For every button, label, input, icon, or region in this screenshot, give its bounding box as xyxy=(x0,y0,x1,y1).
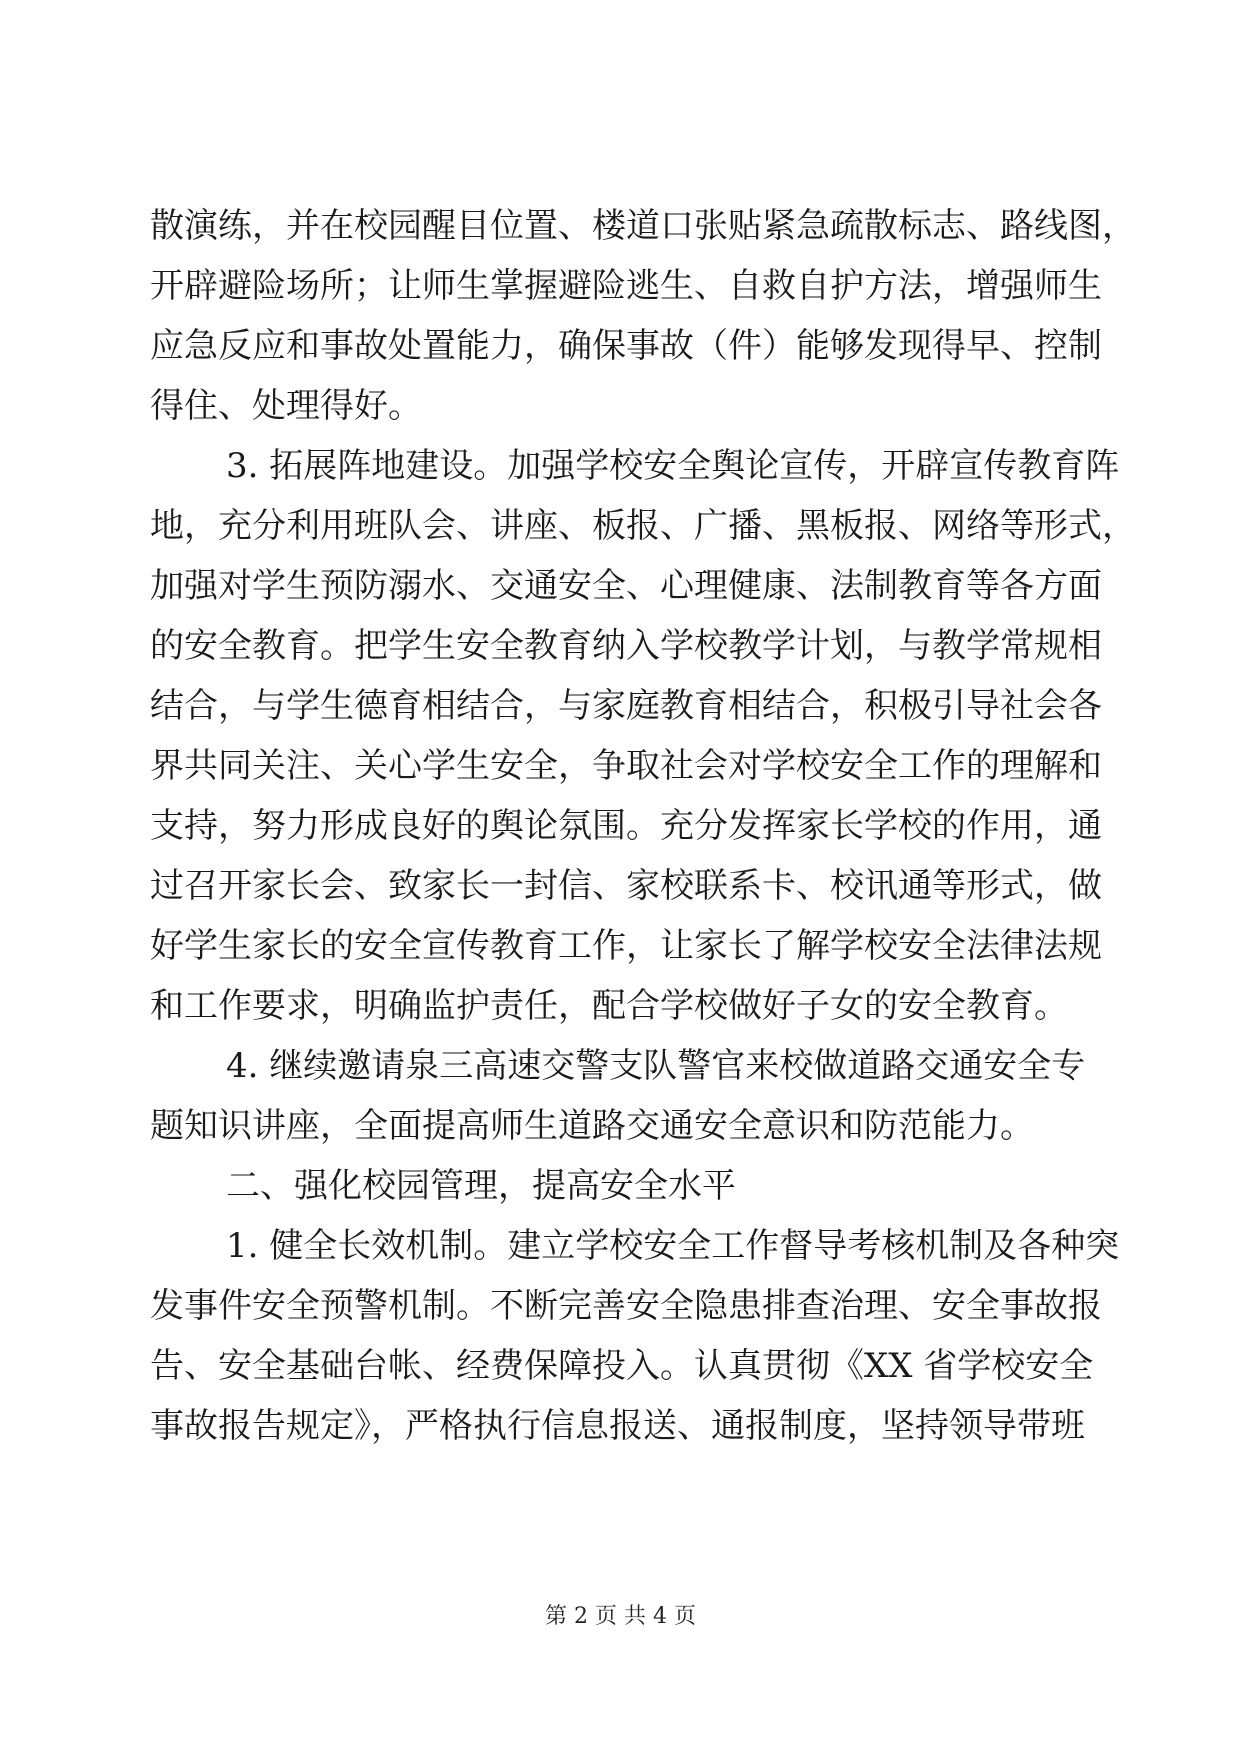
text-line: 1. 健全长效机制。建立学校安全工作督导考核机制及各种突 xyxy=(226,1226,1120,1266)
text-line: 应急反应和事故处置能力，确保事故（件）能够发现得早、控制 xyxy=(150,326,1102,366)
text-line: 支持，努力形成良好的舆论氛围。充分发挥家长学校的作用，通 xyxy=(150,806,1102,846)
text-line: 发事件安全预警机制。不断完善安全隐患排查治理、安全事故报 xyxy=(150,1286,1102,1326)
text-line: 题知识讲座，全面提高师生道路交通安全意识和防范能力。 xyxy=(150,1106,1034,1146)
text-line: 结合，与学生德育相结合，与家庭教育相结合，积极引导社会各 xyxy=(150,686,1102,726)
paragraph-item-1 xyxy=(150,1216,1120,1456)
text-line: 界共同关注、关心学生安全，争取社会对学校安全工作的理解和 xyxy=(150,746,1102,786)
text-line: 的安全教育。把学生安全教育纳入学校教学计划，与教学常规相 xyxy=(150,626,1102,666)
text-line: 告、安全基础台帐、经费保障投入。认真贯彻《XX 省学校安全 xyxy=(150,1346,1094,1386)
text-line: 事故报告规定》，严格执行信息报送、通报制度，坚持领导带班 xyxy=(150,1406,1085,1446)
paragraph-item-4 xyxy=(150,1036,1085,1156)
text-line: 散演练，并在校园醒目位置、楼道口张贴紧急疏散标志、路线图， xyxy=(150,206,1136,246)
page-footer xyxy=(0,1602,1241,1632)
text-line: 4. 继续邀请泉三高速交警支队警官来校做道路交通安全专 xyxy=(226,1046,1086,1086)
text-line: 加强对学生预防溺水、交通安全、心理健康、法制教育等各方面 xyxy=(150,566,1102,606)
section-heading-text: 二、强化校园管理，提高安全水平 xyxy=(226,1166,736,1206)
text-line: 地，充分利用班队会、讲座、板报、广播、黑板报、网络等形式， xyxy=(150,506,1136,546)
document-body xyxy=(150,196,1136,1456)
text-line: 过召开家长会、致家长一封信、家校联系卡、校讯通等形式，做 xyxy=(150,866,1102,906)
text-line: 和工作要求，明确监护责任，配合学校做好子女的安全教育。 xyxy=(150,986,1068,1026)
text-line: 3. 拓展阵地建设。加强学校安全舆论宣传，开辟宣传教育阵 xyxy=(226,446,1120,486)
text-line: 开辟避险场所；让师生掌握避险逃生、自救自护方法，增强师生 xyxy=(150,266,1102,306)
paragraph-item-3 xyxy=(150,436,1136,1036)
section-heading xyxy=(150,1156,1085,1216)
text-line: 好学生家长的安全宣传教育工作，让家长了解学校安全法律法规 xyxy=(150,926,1102,966)
page-number-label: 第 2 页 共 4 页 xyxy=(545,1604,696,1629)
text-line: 得住、处理得好。 xyxy=(150,386,422,426)
paragraph-evacuation-continued xyxy=(150,196,1136,436)
